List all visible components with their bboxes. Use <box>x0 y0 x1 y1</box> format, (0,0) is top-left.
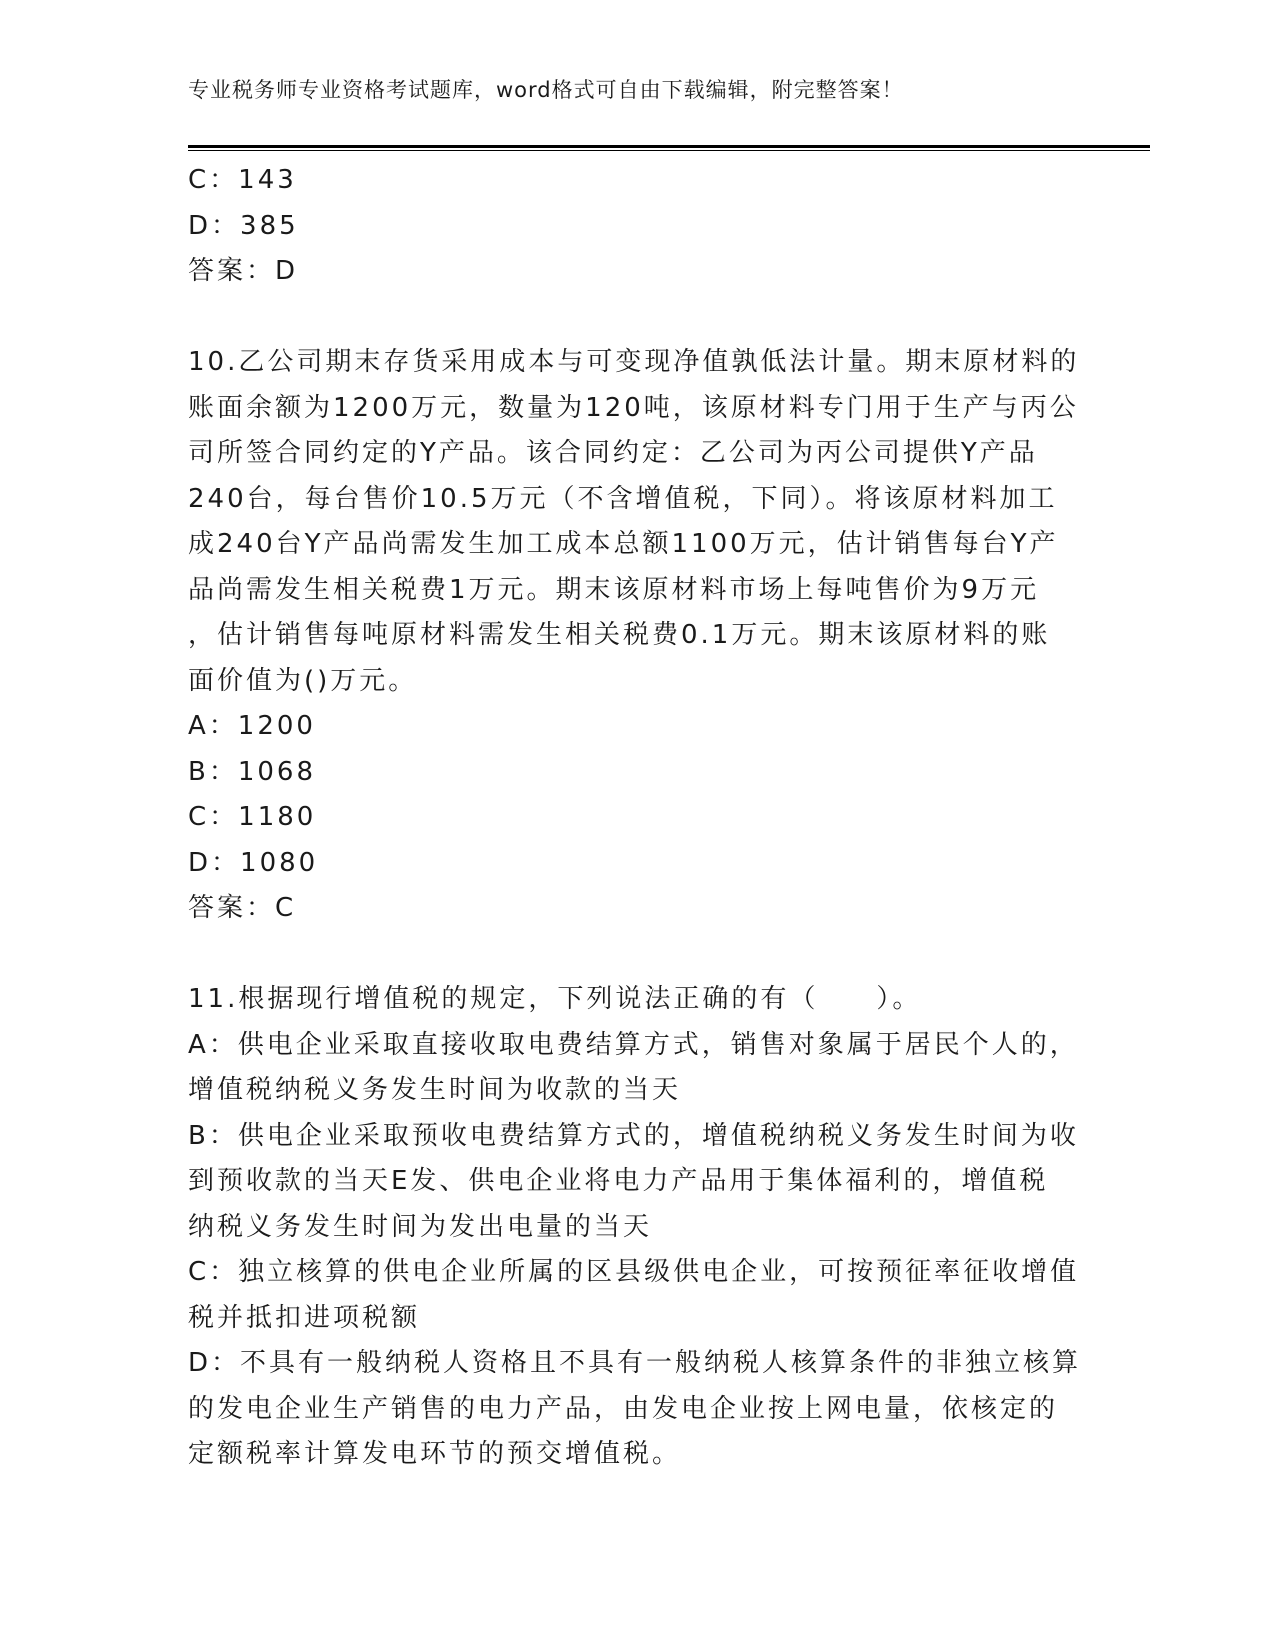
option-c: C：143 <box>188 165 297 195</box>
question-11-line: 到预收款的当天E发、供电企业将电力产品用于集体福利的，增值税 <box>188 1166 1049 1196</box>
question-10-option-b: B：1068 <box>188 756 317 787</box>
answer-line: 答案：D <box>188 256 299 286</box>
question-10-option-a: A：1200 <box>188 711 316 741</box>
question-10-line: ，估计销售每吨原材料需发生相关税费0.1万元。期末该原材料的账 <box>188 620 1051 650</box>
question-10-answer: 答案：C <box>188 893 297 923</box>
option-d: D：385 <box>188 210 299 241</box>
question-10-option-c: C：1180 <box>188 802 317 832</box>
question-11-line: 增值税纳税义务发生时间为收款的当天 <box>188 1075 682 1105</box>
question-11-line: 11.根据现行增值税的规定，下列说法正确的有（ ）。 <box>188 984 922 1014</box>
header-rule-thick <box>188 145 1150 148</box>
question-10-line: 品尚需发生相关税费1万元。期末该原材料市场上每吨售价为9万元 <box>188 574 1040 605</box>
question-10-line: 10.乙公司期末存货采用成本与可变现净值孰低法计量。期末原材料的 <box>188 347 1080 377</box>
question-10-line: 面价值为()万元。 <box>188 665 418 696</box>
question-10-line: 240台，每台售价10.5万元（不含增值税，下同）。将该原材料加工 <box>188 483 1058 514</box>
question-11-line: D：不具有一般纳税人资格且不具有一般纳税人核算条件的非独立核算 <box>188 1348 1082 1378</box>
question-10-line: 司所签合同约定的Y产品。该合同约定：乙公司为丙公司提供Y产品 <box>188 438 1038 468</box>
spacer <box>188 932 1088 978</box>
spacer <box>188 295 1088 341</box>
question-10-line: 账面余额为1200万元，数量为120吨，该原材料专门用于生产与丙公 <box>188 392 1079 423</box>
question-11-line: 纳税义务发生时间为发出电量的当天 <box>188 1211 653 1242</box>
question-10-line: 成240台Y产品尚需发生加工成本总额1100万元，估计销售每台Y产 <box>188 529 1059 559</box>
document-body <box>188 158 1088 1478</box>
question-11-line: 的发电企业生产销售的电力产品，由发电企业按上网电量，依核定的 <box>188 1393 1059 1424</box>
question-10-option-d: D：1080 <box>188 847 319 878</box>
question-11-line: 定额税率计算发电环节的预交增值税。 <box>188 1439 682 1469</box>
question-11-line: 税并抵扣进项税额 <box>188 1302 421 1333</box>
page-header: 专业税务师专业资格考试题库，word格式可自由下载编辑，附完整答案！ <box>188 78 904 102</box>
question-11-line: C：独立核算的供电企业所属的区县级供电企业，可按预征率征收增值 <box>188 1257 1080 1287</box>
question-11-line: B：供电企业采取预收电费结算方式的，增值税纳税义务发生时间为收 <box>188 1120 1079 1151</box>
header-rule-thin <box>188 150 1150 151</box>
question-11-line: A：供电企业采取直接收取电费结算方式，销售对象属于居民个人的， <box>188 1029 1079 1060</box>
